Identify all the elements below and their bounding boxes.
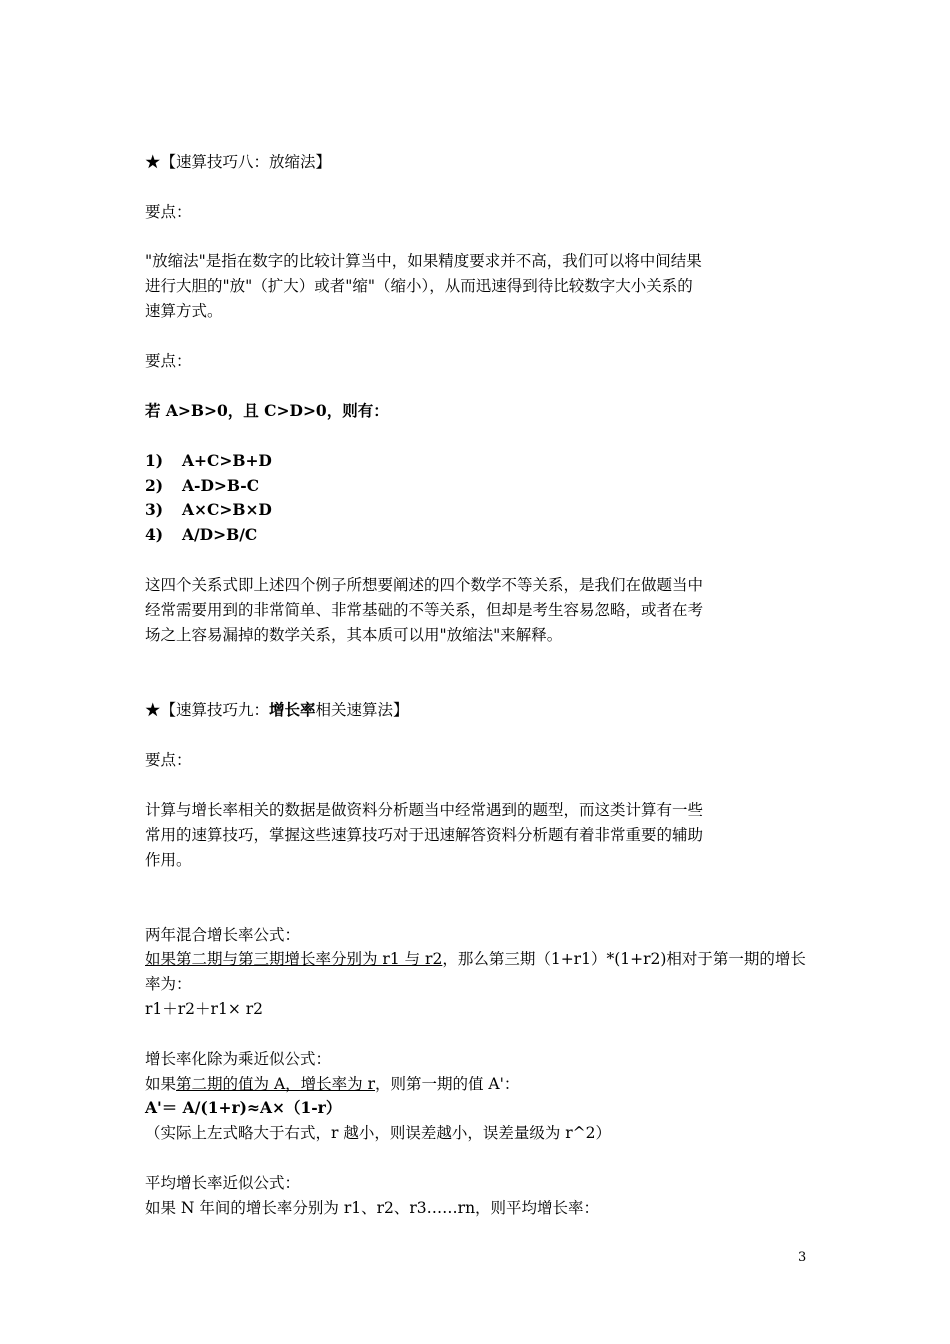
sec9-heading-pre: ★【速算技巧九：: [145, 701, 270, 719]
sec8-summary-line-1: 这四个关系式即上述四个例子所想要阐述的四个数学不等关系，是我们在做题当中: [145, 576, 704, 594]
formula1-expression: r1＋r2＋r1× r2: [145, 1000, 263, 1018]
rule-4-number: 4): [145, 525, 164, 544]
sec8-summary-line-2: 经常需要用到的非常简单、非常基础的不等关系，但却是考生容易忽略，或者在考: [145, 601, 704, 619]
formula1-condition-underlined: 如果第二期与第三期增长率分别为 r1 与 r2: [145, 950, 443, 968]
sec9-desc-line-3: 作用。: [145, 851, 192, 869]
sec9-heading-bold: 增长率: [269, 700, 316, 719]
sec9-heading-post: 相关速算法】: [315, 701, 409, 719]
rule-1-expression: A+C>B+D: [182, 451, 272, 470]
formula1-title: 两年混合增长率公式：: [145, 926, 301, 944]
formula1-condition: [145, 949, 806, 969]
sec9-desc-line-2: 常用的速算技巧，掌握这些速算技巧对于迅速解答资料分析题有着非常重要的辅助: [145, 826, 704, 844]
formula1-condition-line-2: 率为：: [145, 975, 192, 993]
formula3-title: 平均增长率近似公式：: [145, 1174, 301, 1192]
rule-4-expression: A/D>B/C: [182, 525, 258, 544]
sec8-heading: ★【速算技巧八：放缩法】: [145, 153, 332, 171]
sec9-heading: [145, 700, 409, 720]
page-number: 3: [798, 1250, 807, 1265]
formula2-expression: A'＝ A/(1+r)≈A×（1-r）: [145, 1098, 342, 1117]
sec8-summary-line-3: 场之上容易漏掉的数学关系，其本质可以用"放缩法"来解释。: [145, 626, 563, 644]
sec8-key-label-2: 要点：: [145, 352, 192, 370]
sec8-key-label: 要点：: [145, 203, 192, 221]
formula2-condition: [145, 1074, 519, 1094]
formula2-condition-underlined: 第二期的值为 A，增长率为 r: [176, 1075, 375, 1093]
sec8-condition: 若 A>B>0，且 C>D>0，则有：: [145, 401, 389, 420]
formula2-condition-post: ，则第一期的值 A'：: [374, 1075, 520, 1093]
formula2-note: （实际上左式略大于右式，r 越小，则误差越小，误差量级为 r^2）: [145, 1124, 612, 1142]
formula2-title: 增长率化除为乘近似公式：: [145, 1050, 332, 1068]
rule-3-number: 3): [145, 500, 164, 519]
formula1-condition-rest: ，那么第三期（1+r1）*(1+r2)相对于第一期的增长: [442, 950, 806, 968]
rule-2-number: 2): [145, 476, 164, 495]
rule-1-number: 1): [145, 451, 164, 470]
rule-2-expression: A-D>B-C: [182, 476, 260, 495]
sec9-key-label: 要点：: [145, 751, 192, 769]
formula2-condition-pre: 如果: [145, 1075, 177, 1093]
formula3-condition: 如果 N 年间的增长率分别为 r1、r2、r3……rn，则平均增长率：: [145, 1199, 600, 1217]
rule-3-expression: A×C>B×D: [182, 500, 272, 519]
sec8-desc-line-1: "放缩法"是指在数字的比较计算当中，如果精度要求并不高，我们可以将中间结果: [145, 252, 702, 270]
sec8-desc-line-3: 速算方式。: [145, 302, 223, 320]
sec9-desc-line-1: 计算与增长率相关的数据是做资料分析题当中经常遇到的题型，而这类计算有一些: [145, 801, 704, 819]
sec8-desc-line-2: 进行大胆的"放"（扩大）或者"缩"（缩小），从而迅速得到待比较数字大小关系的: [145, 277, 693, 295]
